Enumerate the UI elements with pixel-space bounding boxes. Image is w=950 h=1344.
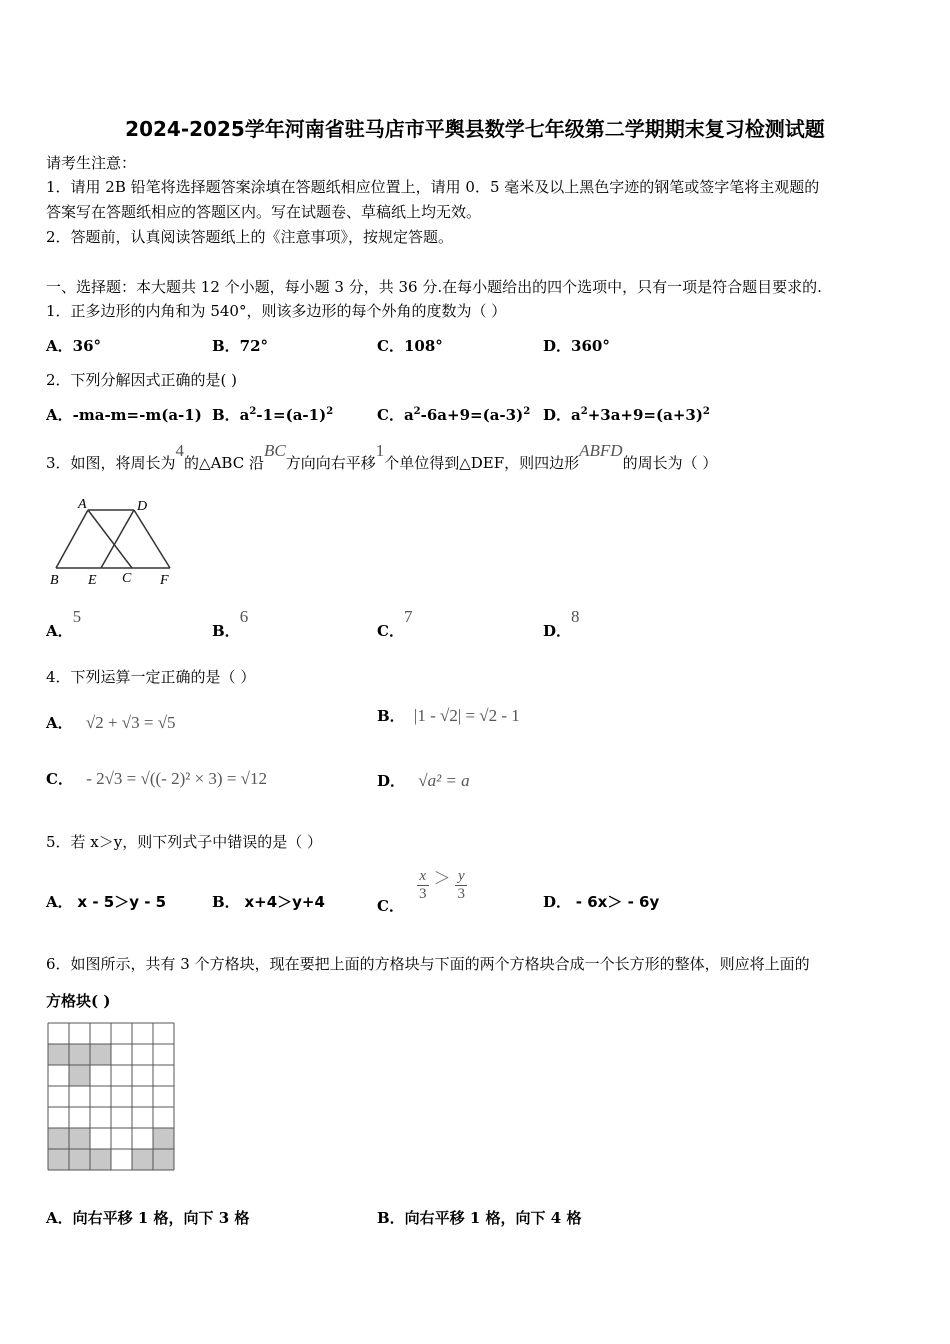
q2-option-c[interactable]: C．$a^2-6a+9=(a-3)^2$: [377, 406, 531, 424]
q3-stem: 3．如图，将周长为4的△ABC 沿BC方向向右平移1个单位得到△DEF，则四边形ABFD的周长为（ ）: [46, 441, 718, 472]
page-title: 2024-2025学年河南省驻马店市平舆县数学七年级第二学期期末复习检测试题: [125, 117, 825, 141]
notice-line-1b: 答案写在答题纸相应的答题区内。写在试题卷、草稿纸上均无效。: [46, 203, 482, 221]
q6-stem-line1: 6．如图所示，共有 3 个方格块，现在要把上面的方格块与下面的两个方格块合成一个长方形的整体，则应将上面的: [46, 955, 810, 973]
q1-option-b[interactable]: B．72°: [212, 337, 269, 355]
section-heading: 一、选择题：本大题共 12 个小题，每小题 3 分，共 36 分.在每小题给出的四个选项中，只有一项是符合题目要求的.: [46, 278, 822, 296]
q4-option-c[interactable]: C． - 2√3 = √((- 2)² × 3) = √12: [46, 769, 268, 788]
q2-stem: 2．下列分解因式正确的是( ): [46, 371, 238, 389]
label-e: E: [88, 573, 97, 588]
q6-stem-line2: 方格块( ): [46, 992, 111, 1010]
q4-option-a[interactable]: A． √2 + √3 = √5: [46, 713, 176, 732]
q6-option-a[interactable]: A．向右平移 1 格，向下 3 格: [46, 1209, 250, 1227]
q5-stem: 5．若 x＞y，则下列式子中错误的是（ ）: [46, 833, 323, 851]
q1-option-d[interactable]: D．360°: [543, 337, 610, 355]
q5-option-c[interactable]: C． $\frac{x}{3}$ ＞ $\frac{y}{3}$: [377, 868, 467, 903]
grid-cell-shaded: [48, 1149, 111, 1170]
q1-stem: 1．正多边形的内角和为 540°，则该多边形的每个外角的度数为（ ）: [46, 302, 507, 320]
q6-option-b[interactable]: B．向右平移 1 格，向下 4 格: [377, 1209, 582, 1227]
q6-grid-figure: [46, 1021, 178, 1173]
label-b: B: [50, 573, 59, 588]
q3-option-c[interactable]: C．7: [377, 607, 413, 640]
q1-option-c[interactable]: C．108°: [377, 337, 443, 355]
label-f: F: [160, 573, 169, 588]
q3-option-b[interactable]: B．6: [212, 607, 249, 640]
q1-option-a[interactable]: A．36°: [46, 337, 102, 355]
label-c: C: [122, 571, 132, 586]
q4-stem: 4．下列运算一定正确的是（ ）: [46, 668, 256, 686]
notice-line-2: 2．答题前，认真阅读答题纸上的《注意事项》，按规定答题。: [46, 228, 454, 246]
q4-option-b[interactable]: B． |1 - √2| = √2 - 1: [377, 706, 520, 725]
q2-option-b[interactable]: B．$a^2-1=(a-1)^2$: [212, 406, 334, 424]
q5-option-b[interactable]: B． x+4＞y+4: [212, 893, 325, 911]
q4-option-d[interactable]: D． √a² = a: [377, 771, 470, 790]
q3-option-a[interactable]: A．5: [46, 607, 82, 640]
q2-option-d[interactable]: D．$a^2+3a+9=(a+3)^2$: [543, 406, 710, 424]
notice-heading: 请考生注意：: [46, 154, 137, 172]
q5-option-d[interactable]: D． - 6x＞ - 6y: [543, 893, 660, 911]
grid-cell-shaded: [69, 1065, 90, 1086]
label-d: D: [137, 499, 148, 514]
q3-option-d[interactable]: D．8: [543, 607, 580, 640]
grid-cell-shaded: [48, 1044, 111, 1065]
label-a: A: [78, 497, 87, 512]
q2-option-a[interactable]: A．-ma-m=-m(a-1): [46, 406, 202, 424]
q5-option-a[interactable]: A． x - 5＞y - 5: [46, 893, 167, 911]
notice-line-1a: 1．请用 2B 铅笔将选择题答案涂填在答题纸相应位置上，请用 0．5 毫米及以上黑色字迹的钢笔或签字笔将主观题的: [46, 178, 820, 196]
q3-translation-figure: [46, 496, 181, 588]
grid-cell-shaded: [153, 1128, 174, 1149]
